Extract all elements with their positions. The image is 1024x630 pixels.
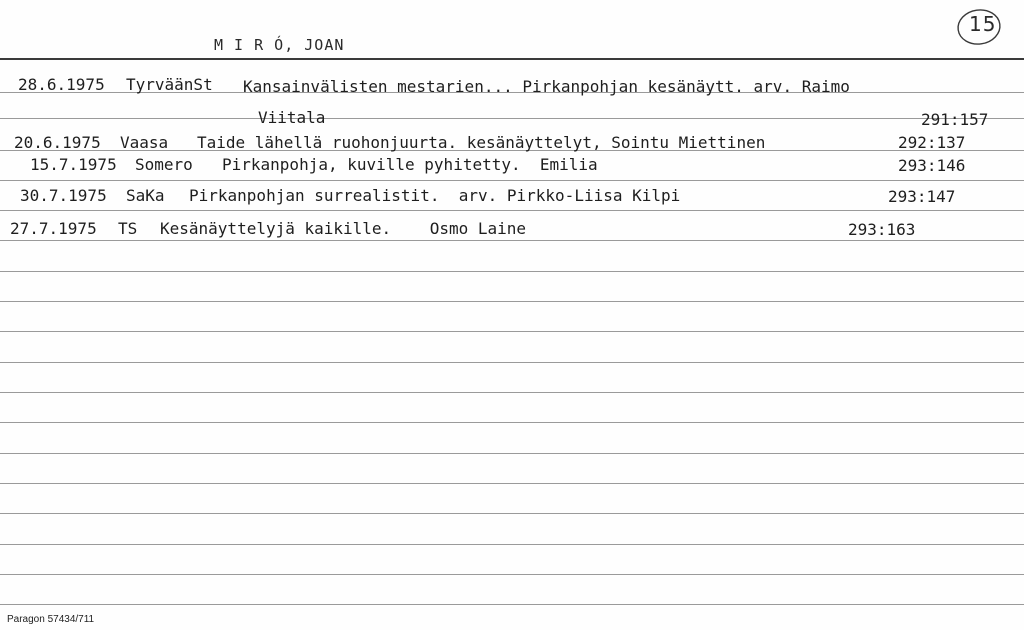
entry-source: Somero [135,155,193,174]
entry-source: SaKa [126,186,165,205]
ruled-line [0,118,1024,119]
ruled-line [0,574,1024,575]
card-form-code: Paragon 57434/711 [7,614,95,625]
entry-reference: 293:147 [888,187,956,206]
ruled-line [0,271,1024,272]
entry-date: 20.6.1975 [14,133,101,152]
ruled-line [0,604,1024,605]
entry-source: TyrväänSt [126,75,213,94]
card-sequence-number [955,6,1003,46]
ruled-line [0,301,1024,302]
entry-reference: 293:146 [898,156,966,175]
entry-source: TS [118,219,138,238]
entry-reference: 293:163 [848,220,916,239]
ruled-line [0,180,1024,181]
entry-text: Kesänäyttelyjä kaikille. Osmo Laine [160,219,527,238]
entry-date: 30.7.1975 [20,186,107,205]
header-rule [0,58,1024,60]
entry-text: Taide lähellä ruohonjuurta. kesänäyttelyt, Sointu Miettinen [197,133,766,152]
sequence-number-text: 15 [969,12,997,36]
ruled-line [0,453,1024,454]
ruled-line [0,362,1024,363]
ruled-line [0,240,1024,241]
entry-date: 28.6.1975 [18,75,105,94]
ruled-line [0,331,1024,332]
entry-date: 27.7.1975 [10,219,97,238]
entry-reference: 291:157 [921,110,989,129]
entry-date: 15.7.1975 [30,155,117,174]
ruled-line [0,210,1024,211]
ruled-line [0,513,1024,514]
ruled-line [0,544,1024,545]
ruled-line [0,483,1024,484]
entry-text: Pirkanpohjan surrealistit. arv. Pirkko-Liisa Kilpi [189,186,681,205]
entry-continuation: Viitala [258,108,326,127]
entry-text: Kansainvälisten mestarien... Pirkanpohjan kesänäytt. arv. Raimo [243,77,850,96]
ruled-line [0,422,1024,423]
entry-source: Vaasa [120,133,169,152]
ruled-line [0,392,1024,393]
card-heading: M I R Ó, JOAN [214,36,345,54]
entry-text: Pirkanpohja, kuville pyhitetty. Emilia [222,155,598,174]
entry-reference: 292:137 [898,133,966,152]
